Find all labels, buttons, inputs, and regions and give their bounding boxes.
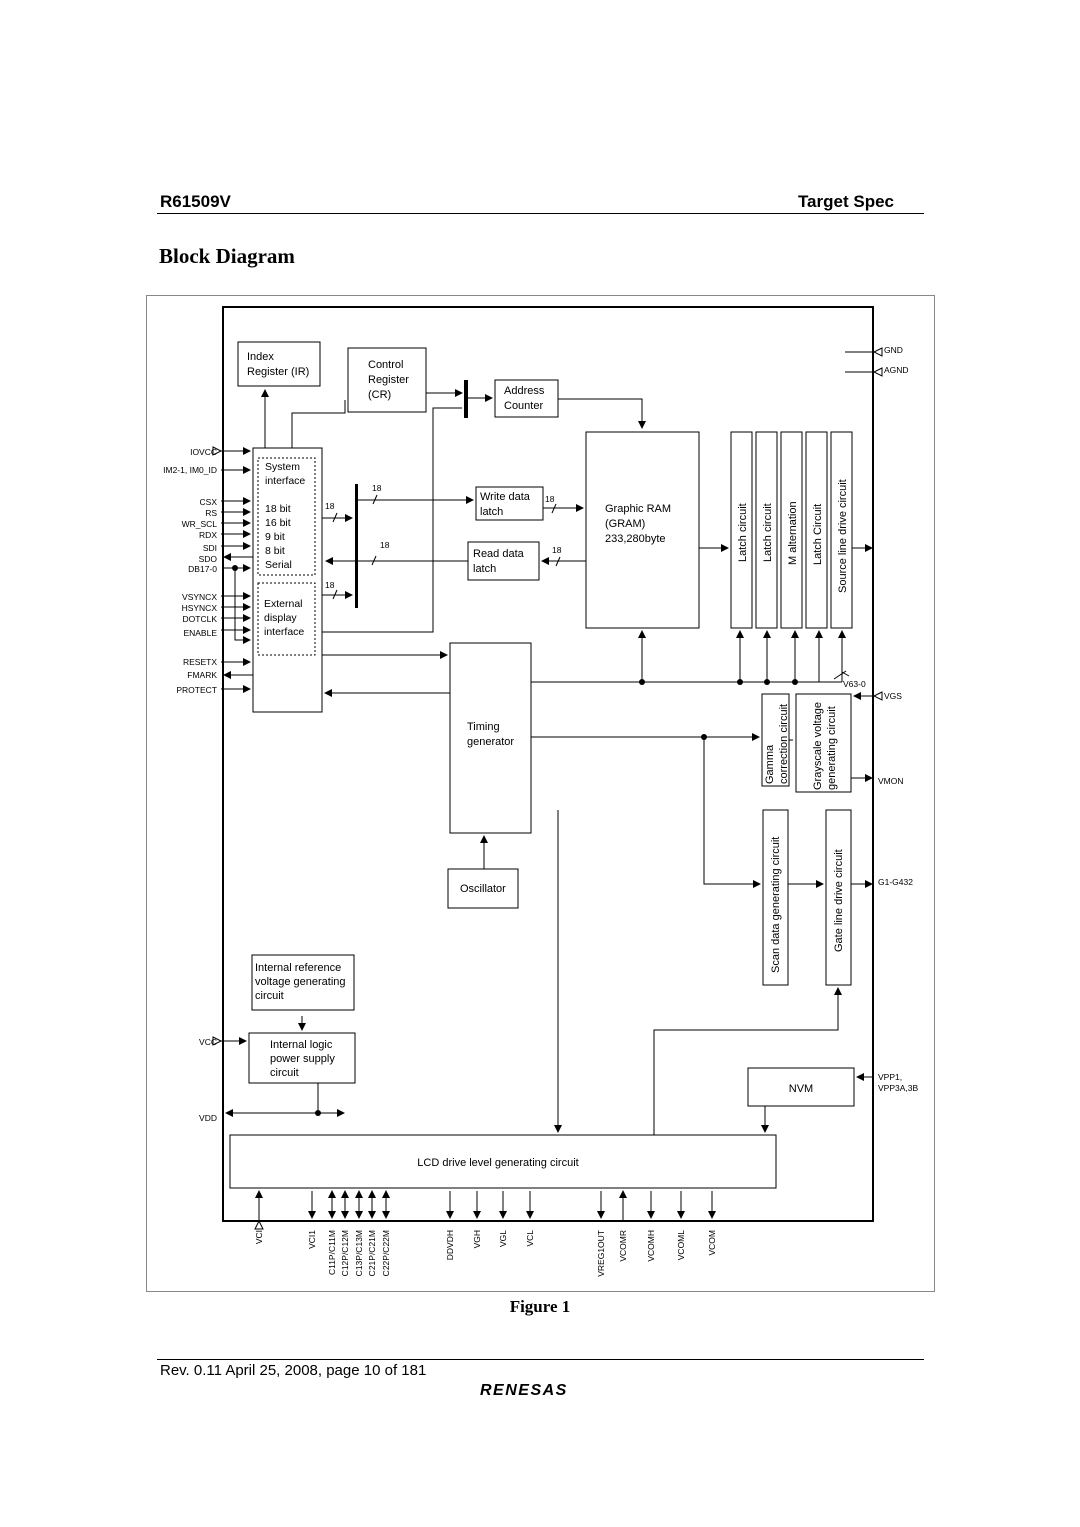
left-pin-label-7: SDI <box>202 543 217 553</box>
grayscale-label-1: Grayscale voltage <box>812 701 824 790</box>
bottom-pin-label-5: C13P/C13M <box>354 1230 364 1277</box>
bottom-pin-label-11: VCL <box>525 1230 535 1247</box>
left-pin-label-14: RESETX <box>182 657 217 667</box>
right-pin-label-2: AGND <box>884 365 909 375</box>
bottom-pin-label-10: VGL <box>498 1230 508 1248</box>
left-pin-label-4: RS <box>205 508 217 518</box>
bus-label-5: 18 <box>552 545 562 555</box>
nvm-label: NVM <box>788 1083 814 1095</box>
latch-circuit-1-label: Latch circuit <box>737 503 749 562</box>
bottom-pin-label-12: VREG1OUT <box>596 1230 606 1277</box>
left-pin-label-10: VSYNCX <box>182 592 217 602</box>
latch-circuit-2-label: Latch circuit <box>762 503 774 562</box>
bottom-pin-label-4: C12P/C12M <box>340 1230 350 1277</box>
scan-data-label: Scan data generating circuit <box>770 836 782 973</box>
read-latch-label-line-1: Read data <box>473 548 524 560</box>
bus-label-6: 18 <box>325 580 335 590</box>
system-interface-label-line-1: System <box>265 461 301 473</box>
system-interface-label-line-7: 8 bit <box>265 545 285 557</box>
address-counter-label-line-1: Address <box>504 385 545 397</box>
pin-triangles <box>213 348 882 1229</box>
gamma-label-2: correction circuit <box>778 703 790 784</box>
gram-label-line-1: Graphic RAM <box>605 503 672 515</box>
figure-caption: Figure 1 <box>509 1297 571 1316</box>
gram-label-line-2: (GRAM) <box>605 518 646 530</box>
write-latch-label-line-1: Write data <box>480 491 530 503</box>
left-pin-label-11: HSYNCX <box>181 603 217 613</box>
bottom-pin-label-6: C21P/C21M <box>367 1230 377 1277</box>
internal-reference-label-line-2: voltage generating <box>255 976 346 988</box>
system-interface-label-line-5: 16 bit <box>265 517 291 529</box>
left-pin-label-2: IM2-1, IM0_ID <box>163 465 217 475</box>
index-register-block <box>238 342 320 386</box>
left-pin-label-18: VDD <box>199 1113 217 1123</box>
footer-revision: Rev. 0.11 April 25, 2008, page 10 of 181 <box>160 1362 427 1379</box>
connectors-group <box>221 352 873 1135</box>
control-register-label-line-3: (CR) <box>368 389 392 401</box>
bottom-pin-label-2: VCI1 <box>307 1230 317 1249</box>
left-pin-label-3: CSX <box>199 497 217 507</box>
index-register-label-line-2: Register (IR) <box>247 366 310 378</box>
control-register-label-line-1: Control <box>368 359 404 371</box>
system-interface-label-line-2: interface <box>265 475 306 487</box>
bus-label-1: 18 <box>372 483 382 493</box>
left-pin-label-15: FMARK <box>187 670 217 680</box>
system-interface-label-line-8: Serial <box>265 559 292 571</box>
left-pin-label-8: SDO <box>198 554 217 564</box>
left-pin-label-17: VCC <box>199 1037 217 1047</box>
m-alternation-label: M alternation <box>787 501 799 565</box>
bus-label-3: 18 <box>545 494 555 504</box>
right-pin-label-6: VPP1, <box>878 1072 903 1082</box>
left-pin-label-13: ENABLE <box>183 628 217 638</box>
document-part-number: R61509V <box>160 192 231 211</box>
left-pin-label-16: PROTECT <box>176 685 217 695</box>
oscillator-label: Oscillator <box>460 883 506 895</box>
timing-generator-label-line-1: Timing <box>467 721 500 733</box>
internal-logic-label-line-3: circuit <box>270 1067 299 1079</box>
control-register-label-line-2: Register <box>368 374 409 386</box>
right-pin-label-7: VPP3A,3B <box>878 1083 919 1093</box>
system-interface-label-line-4: 18 bit <box>265 503 291 515</box>
bottom-pin-label-1: VCI <box>254 1230 264 1245</box>
svg-text:RENESAS: RENESAS <box>480 1382 568 1399</box>
interface-block <box>253 448 322 712</box>
grayscale-label-2: generating circuit <box>826 706 838 790</box>
gram-label-line-3: 233,280byte <box>605 533 666 545</box>
external-interface-label-line-2: display <box>264 612 297 624</box>
gate-drive-label: Gate line drive circuit <box>833 849 845 952</box>
internal-reference-label-line-3: circuit <box>255 990 284 1002</box>
bottom-pin-label-13: VCOMR <box>618 1230 628 1262</box>
system-interface-label-line-6: 9 bit <box>265 531 285 543</box>
address-counter-label-line-2: Counter <box>504 400 544 412</box>
external-interface-label-line-3: interface <box>264 626 305 638</box>
right-pin-label-5: G1-G432 <box>878 877 913 887</box>
footer-rule <box>157 1359 924 1360</box>
bus-label-2: 18 <box>325 501 335 511</box>
bottom-pin-wires <box>259 1191 712 1221</box>
left-pin-label-5: WR_SCL <box>181 519 217 529</box>
bottom-pin-label-3: C11P/C11M <box>327 1230 337 1276</box>
left-pin-label-6: RDX <box>199 530 217 540</box>
section-title: Block Diagram <box>159 244 295 268</box>
right-pin-label-1: GND <box>884 345 903 355</box>
read-latch-label-line-2: latch <box>473 563 497 575</box>
bus-label-v63: V63-0 <box>843 679 866 689</box>
timing-generator-label-line-2: generator <box>467 736 515 748</box>
internal-reference-label-line-1: Internal reference <box>255 962 342 974</box>
bus-label-4: 18 <box>380 540 390 550</box>
gamma-label-1: Gamma <box>764 744 776 784</box>
latch-circuit-3-label: Latch Circuit <box>812 503 824 565</box>
left-pin-label-12: DOTCLK <box>182 614 217 624</box>
gram-block <box>586 432 699 628</box>
bottom-pin-label-7: C22P/C22M <box>381 1230 391 1277</box>
left-pin-label-9: DB17-0 <box>188 564 217 574</box>
bottom-pin-label-8: DDVDH <box>445 1230 455 1261</box>
write-latch-label-line-2: latch <box>480 506 504 518</box>
internal-logic-label-line-2: power supply <box>270 1053 335 1065</box>
source-drive-label: Source line drive circuit <box>837 479 849 593</box>
right-pin-label-3: VGS <box>884 691 902 701</box>
right-pin-label-4: VMON <box>878 776 904 786</box>
left-pin-label-1: IOVCC <box>190 447 217 457</box>
index-register-label-line-1: Index <box>247 351 274 363</box>
renesas-logo <box>478 1378 608 1400</box>
external-interface-label-line-1: External <box>264 598 303 610</box>
bottom-pin-label-15: VCOML <box>676 1230 686 1261</box>
bottom-pin-label-9: VGH <box>472 1230 482 1249</box>
bottom-pin-label-14: VCOMH <box>646 1230 656 1262</box>
bottom-pin-label-16: VCOM <box>707 1230 717 1256</box>
lcd-drive-label: LCD drive level generating circuit <box>417 1157 579 1169</box>
internal-logic-label-line-1: Internal logic <box>270 1039 333 1051</box>
document-spec-label: Target Spec <box>797 192 894 211</box>
